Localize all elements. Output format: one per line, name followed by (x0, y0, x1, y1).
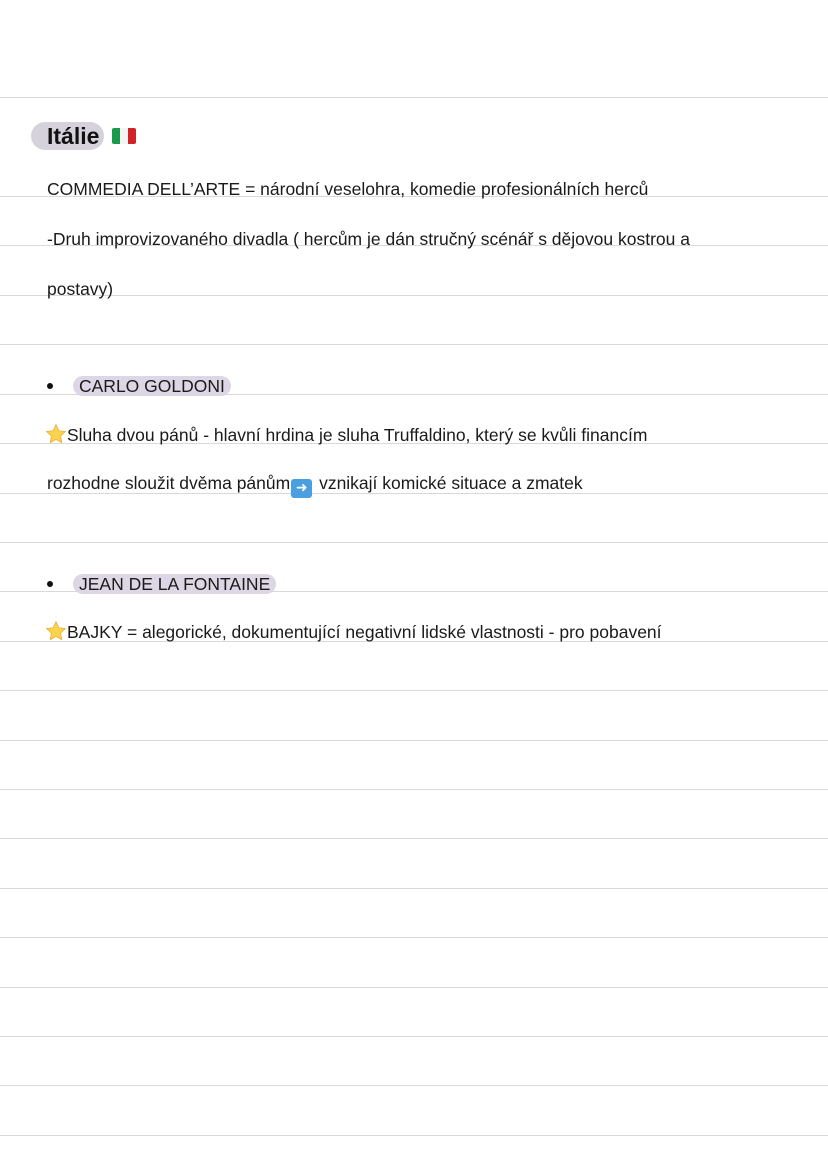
section-heading (31, 121, 136, 151)
right-arrow-icon: ➜ (291, 479, 312, 498)
author-bullet (47, 574, 276, 594)
ruled-line (0, 542, 828, 543)
intro-line-1: COMMEDIA DELL’ARTE = národní veselohra, komedie profesionálních herců (47, 179, 649, 199)
heading-highlight (31, 122, 104, 150)
author-name-highlight (73, 574, 276, 594)
star-icon (45, 620, 67, 642)
bullet-icon (47, 581, 53, 587)
ruled-line (0, 789, 828, 790)
author-name: JEAN DE LA FONTAINE (79, 573, 271, 594)
ruled-line (0, 888, 828, 889)
ruled-line (0, 97, 828, 98)
ruled-line (0, 1085, 828, 1086)
ruled-line (0, 295, 828, 296)
author-work-line (45, 423, 647, 446)
ruled-line (0, 344, 828, 345)
author-bullet (47, 376, 231, 396)
author-name-highlight (73, 376, 231, 396)
work-text: BAJKY = alegorické, dokumentující negativní lidské vlastnosti - pro pobavení (67, 622, 662, 642)
ruled-line (0, 937, 828, 938)
ruled-line (0, 690, 828, 691)
ruled-line (0, 1135, 828, 1136)
ruled-line (0, 740, 828, 741)
italy-flag-icon (112, 128, 136, 144)
author-name: CARLO GOLDONI (79, 375, 225, 396)
work-text: rozhodne sloužit dvěma pánům (47, 473, 291, 493)
ruled-line (0, 838, 828, 839)
ruled-line (0, 1036, 828, 1037)
intro-line-3: postavy) (47, 279, 114, 299)
bullet-icon (47, 383, 53, 389)
star-icon (45, 423, 67, 445)
work-text: Sluha dvou pánů - hlavní hrdina je sluha Truffaldino, který se kvůli financím (67, 425, 648, 445)
heading-title: Itálie (47, 122, 100, 149)
ruled-line (0, 987, 828, 988)
author-work-line (45, 620, 662, 643)
author-work-line (47, 472, 583, 498)
intro-line-2: -Druh improvizovaného divadla ( hercům je dán stručný scénář s dějovou kostrou a (47, 229, 690, 249)
work-text: vznikají komické situace a zmatek (314, 473, 583, 493)
